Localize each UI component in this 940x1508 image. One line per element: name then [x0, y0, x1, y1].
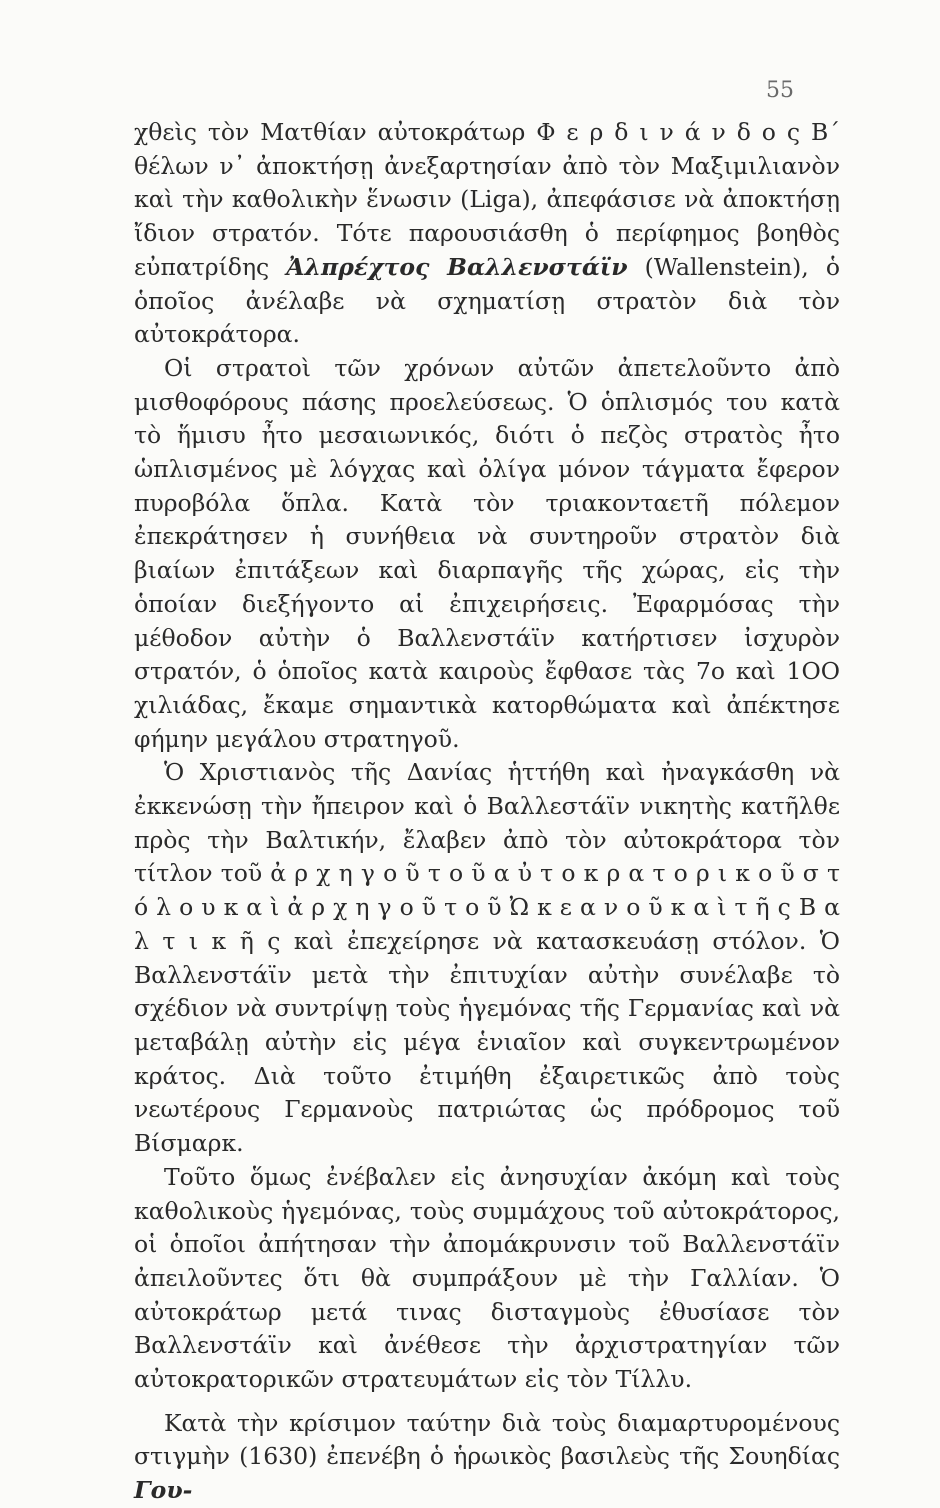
page-body: [134, 116, 840, 1508]
paragraph-3: Ὁ Χριστιανὸς τῆς Δανίας ἡττήθη καὶ ἠναγκάσθη νὰ ἐκκενώσῃ τὴν ἤπειρον καὶ ὁ Βαλλεστάϊν νικητὴς κατῆλθε πρὸς τὴν Βαλτικήν, ἔλαβεν ἀπὸ τὸν αὐτοκράτορα τὸν τίτλον τοῦ ἀ ρ χ η γ ο ῦ τ ο ῦ α ὐ τ ο κ ρ α τ ο ρ ι κ ο ῦ σ τ ό λ ο υ κ α ὶ ἀ ρ χ η γ ο ῦ τ ο ῦ Ὠ κ ε α ν ο ῦ κ α ὶ τ ῆ ς Β α λ τ ι κ ῆ ς καὶ ἐπεχείρησε νὰ κατασκευάσῃ στόλον. Ὁ Βαλλενστάϊν μετὰ τὴν ἐπιτυχίαν αὐτὴν συνέλαβε τὸ σχέδιον νὰ συντρίψῃ τοὺς ἡγεμόνας τῆς Γερμανίας καὶ νὰ μεταβάλῃ αὐτὴν εἰς μέγα ἑνιαῖον καὶ συγκεντρωμένον κράτος. Διὰ τοῦτο ἐτιμήθη ἐξαιρετικῶς ἀπὸ τοὺς νεωτέρους Γερμανοὺς πατριώτας ὡς πρόδρομος τοῦ Βίσμαρκ.: [134, 758, 840, 1158]
wallenstein-bold: Ἀλπρέχτος Βαλλενστάϊν: [286, 252, 628, 281]
page-number: 55: [766, 78, 794, 103]
paragraph-1-text-c: Β΄ θέλων ν᾽ ἀποκτήσῃ ἀνεξαρτησίαν ἀπὸ τὸν Μαξιμιλιανὸν καὶ τὴν καθολικὴν ἕνωσιν (Liga), ἀπεφάσισε νὰ ἀποκτήσῃ ἴδιον στρατόν. Τότε παρουσιάσθη ὁ περίφημος βοηθὸς εὐπατρίδης: [134, 118, 841, 281]
paragraph-2: Οἱ στρατοὶ τῶν χρόνων αὐτῶν ἀπετελοῦντο ἀπὸ μισθοφόρους πάσης προελεύσεως. Ὁ ὁπλισμός του κατὰ τὸ ἥμισυ ἦτο μεσαιωνικός, διότι ὁ πεζὸς στρατὸς ἦτο ὡπλισμένος μὲ λόγχας καὶ ὀλίγα μόνον τάγματα ἔφερον πυροβόλα ὅπλα. Κατὰ τὸν τριακονταετῆ πόλεμον ἐπεκράτησεν ἡ συνήθεια νὰ συντηροῦν στρατὸν διὰ βιαίων ἐπιτάξεων καὶ διαρπαγῆς τῆς χώρας, εἰς τὴν ὁποίαν διεξήγοντο αἱ ἐπιχειρήσεις. Ἐφαρμόσας τὴν μέθοδον αὐτὴν ὁ Βαλλενστάϊν κατήρτισεν ἰσχυρὸν στρατόν, ὁ ὁποῖος κατὰ καιροὺς ἔφθασε τὰς 7ο καὶ 1ΟΟ χιλιάδας, ἔκαμε σημαντικὰ κατορθώματα καὶ ἀπέκτησε φήμην μεγάλου στρατηγοῦ.: [134, 353, 840, 753]
paragraph-5-text-a: Κατὰ τὴν κρίσιμον ταύτην διὰ τοὺς διαμαρτυρομένους στιγμὴν (1630) ἐπενέβη ὁ ἡρωικὸς βασιλεὺς τῆς Σουηδίας: [134, 1408, 840, 1471]
paragraph-1-text-e: (Wallenstein), ὁ ὁποῖος ἀνέλαβε νὰ σχηματίσῃ στρατὸν διὰ τὸν αὐτοκράτορα.: [134, 252, 840, 349]
paragraph-1: [134, 116, 840, 352]
paragraph-1-text-a: χθεὶς τὸν Ματθίαν αὐτοκράτωρ: [134, 118, 537, 146]
paragraph-5: [134, 1407, 840, 1508]
paragraph-4: Τοῦτο ὅμως ἐνέβαλεν εἰς ἀνησυχίαν ἀκόμη καὶ τοὺς καθολικοὺς ἡγεμόνας, τοὺς συμμάχους τοῦ αὐτοκράτορος, οἱ ὁποῖοι ἀπήτησαν τὴν ἀπομάκρυνσιν τοῦ Βαλλενστάϊν ἀπειλοῦντες ὅτι θὰ συμπράξουν μὲ τὴν Γαλλίαν. Ὁ αὐτοκράτωρ μετά τινας δισταγμοὺς ἐθυσίασε τὸν Βαλλενστάϊν καὶ ἀνέθεσε τὴν ἀρχιστρατηγίαν τῶν αὐτοκρατορικῶν στρατευμάτων εἰς τὸν Τίλλυ.: [134, 1162, 840, 1394]
ferdinand-spaced: Φ ε ρ δ ι ν ά ν δ ο ς: [536, 118, 801, 146]
gustav-bold: Γου-: [134, 1476, 193, 1505]
